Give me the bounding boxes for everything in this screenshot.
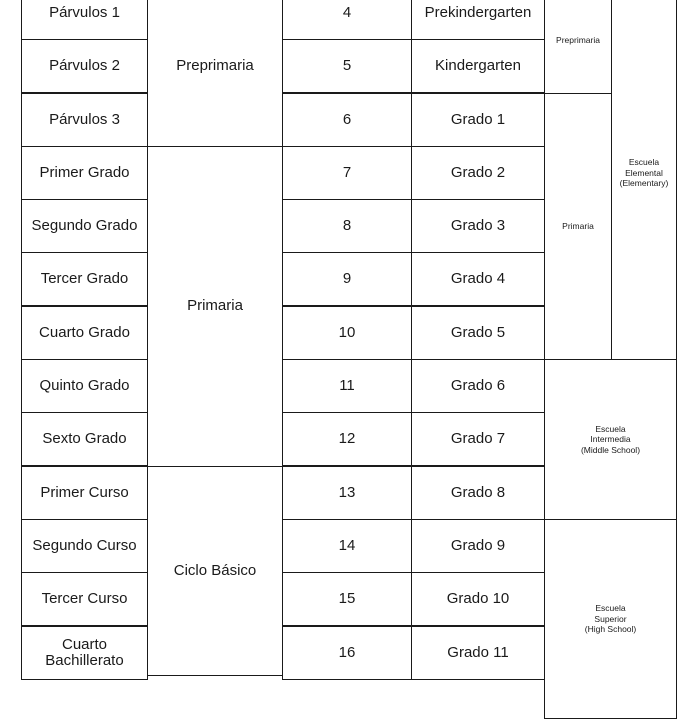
us-level-intermedia-line-1: Escuela xyxy=(595,423,626,434)
us-level-preprimaria xyxy=(544,0,612,94)
level-primaria xyxy=(147,146,283,467)
age-cell xyxy=(282,93,412,147)
us-level-elemental-line-1: Escuela xyxy=(628,157,660,168)
age-cell xyxy=(282,519,412,573)
grade-es-label: Sexto Grado xyxy=(42,429,127,447)
grade-es-label: Tercer Curso xyxy=(41,589,128,607)
grade-us-label: Grado 2 xyxy=(450,163,506,181)
grade-us-label: Grado 4 xyxy=(450,269,506,287)
grade-es-label: Cuarto Grado xyxy=(39,323,130,341)
grade-es-cell xyxy=(21,0,148,40)
grade-us-cell xyxy=(411,466,545,520)
grade-us-label: Grado 9 xyxy=(450,536,506,554)
level-ciclo-basico-label: Ciclo Básico xyxy=(173,561,257,579)
grade-us-cell xyxy=(411,0,545,40)
us-level-primaria-label: Primaria xyxy=(562,221,594,232)
age-cell xyxy=(282,0,412,40)
grade-es-cell xyxy=(21,412,148,466)
grade-us-cell xyxy=(411,519,545,573)
age-label: 10 xyxy=(338,323,356,341)
us-level-preprimaria-label: Preprimaria xyxy=(556,34,600,45)
grade-us-cell xyxy=(411,306,545,360)
us-level-elemental-line-2: Elemental xyxy=(625,167,663,178)
grade-us-label: Grado 8 xyxy=(450,483,506,501)
age-cell xyxy=(282,466,412,520)
grade-us-cell xyxy=(411,572,545,626)
age-cell xyxy=(282,252,412,306)
us-level-elemental xyxy=(611,0,677,360)
age-label: 16 xyxy=(338,643,356,661)
grade-es-cell xyxy=(21,466,148,520)
grade-us-cell xyxy=(411,146,545,200)
age-label: 12 xyxy=(338,429,356,447)
us-level-superior-line-2: Superior xyxy=(594,613,627,624)
grade-us-label: Grado 7 xyxy=(450,429,506,447)
age-label: 7 xyxy=(342,163,352,181)
grade-es-label: Párvulos 1 xyxy=(49,3,120,21)
grade-us-label: Grado 6 xyxy=(450,376,506,394)
level-preprimaria xyxy=(147,0,283,147)
grade-es-label: Quinto Grado xyxy=(39,376,130,394)
grade-us-cell xyxy=(411,93,545,147)
us-level-superior-line-1: Escuela xyxy=(595,603,626,614)
us-level-intermedia-line-2: Intermedia xyxy=(590,434,631,445)
us-level-superior-line-3: (High School) xyxy=(584,624,637,635)
level-primaria-label: Primaria xyxy=(187,297,243,315)
grade-es-label: Primer Grado xyxy=(39,163,130,181)
grade-us-cell xyxy=(411,412,545,466)
grade-us-cell xyxy=(411,252,545,306)
grade-us-label: Prekindergarten xyxy=(424,3,532,21)
grade-us-cell xyxy=(411,39,545,93)
age-cell xyxy=(282,199,412,253)
age-cell xyxy=(282,626,412,680)
age-cell xyxy=(282,39,412,93)
age-cell xyxy=(282,359,412,413)
age-label: 6 xyxy=(342,110,352,128)
grade-us-cell xyxy=(411,626,545,680)
grade-us-cell xyxy=(411,199,545,253)
grade-us-label: Grado 3 xyxy=(450,216,506,234)
us-level-intermedia-line-3: (Middle School) xyxy=(580,444,641,455)
age-label: 9 xyxy=(342,269,352,287)
grade-es-cell xyxy=(21,252,148,306)
grade-es-label: Segundo Grado xyxy=(31,216,138,234)
age-label: 8 xyxy=(342,216,352,234)
grade-es-cell xyxy=(21,146,148,200)
age-cell xyxy=(282,306,412,360)
grade-us-label: Grado 1 xyxy=(450,110,506,128)
grade-es-cell xyxy=(21,359,148,413)
us-level-intermedia xyxy=(544,359,677,520)
grade-es-label: Cuarto Bachillerato xyxy=(45,635,124,669)
grade-es-cell xyxy=(21,93,148,147)
us-level-primaria xyxy=(544,93,612,360)
grade-es-label: Tercer Grado xyxy=(40,269,129,287)
us-level-superior xyxy=(544,519,677,719)
us-level-elemental-line-3: (Elementary) xyxy=(619,178,669,189)
age-cell xyxy=(282,572,412,626)
age-label: 5 xyxy=(342,56,352,74)
grade-es-label: Segundo Curso xyxy=(32,536,137,554)
grade-es-cell xyxy=(21,519,148,573)
age-cell xyxy=(282,146,412,200)
grade-es-label: Párvulos 3 xyxy=(49,110,120,128)
age-cell xyxy=(282,412,412,466)
grade-es-cell xyxy=(21,199,148,253)
grade-es-cell xyxy=(21,572,148,626)
age-label: 11 xyxy=(339,376,355,394)
grade-es-cell xyxy=(21,626,148,680)
age-label: 14 xyxy=(338,536,356,554)
grade-us-cell xyxy=(411,359,545,413)
age-label: 13 xyxy=(338,483,356,501)
level-preprimaria-label: Preprimaria xyxy=(176,57,254,75)
grade-us-label: Grado 11 xyxy=(447,643,509,661)
grade-es-cell xyxy=(21,306,148,360)
grade-es-cell xyxy=(21,39,148,93)
grade-us-label: Grado 10 xyxy=(446,589,510,607)
grade-us-label: Kindergarten xyxy=(435,56,521,74)
grade-us-label: Grado 5 xyxy=(450,323,506,341)
grade-es-label: Párvulos 2 xyxy=(49,56,120,74)
age-label: 4 xyxy=(342,3,352,21)
level-ciclo-basico xyxy=(147,466,283,676)
grade-es-label: Primer Curso xyxy=(40,483,129,501)
age-label: 15 xyxy=(338,589,356,607)
